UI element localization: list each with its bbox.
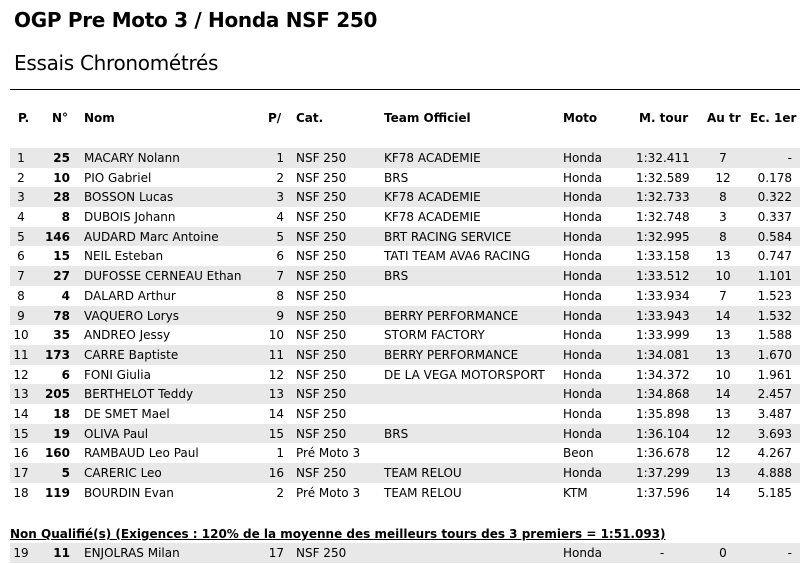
- category-cell: NSF 250: [296, 387, 347, 402]
- category-position-cell: 17: [268, 546, 284, 560]
- col-header-best-lap: M. tour: [639, 111, 689, 125]
- position-cell: 17: [13, 466, 29, 480]
- bike-cell: Honda: [563, 288, 602, 303]
- category-cell: NSF 250: [296, 406, 347, 421]
- bike-cell: Beon: [563, 446, 594, 461]
- best-lap-cell: 1:32.411: [636, 151, 690, 165]
- category-cell: NSF 250: [296, 249, 347, 264]
- table-row: [10, 543, 800, 563]
- rider-number-cell: 8: [61, 210, 70, 225]
- category-cell: NSF 250: [296, 426, 347, 441]
- position-cell: 4: [17, 210, 25, 225]
- team-cell: DE LA VEGA MOTORSPORT: [384, 367, 545, 382]
- gap-cell: 3.693: [757, 426, 792, 441]
- table-row: [10, 187, 800, 207]
- rider-number-cell: 28: [53, 190, 70, 205]
- gap-cell: 0.747: [757, 249, 792, 264]
- team-cell: TEAM RELOU: [384, 466, 462, 480]
- bike-cell: Honda: [563, 151, 602, 165]
- table-row: [10, 286, 800, 306]
- lap-number-cell: 13: [715, 249, 731, 264]
- best-lap-cell: 1:36.678: [636, 446, 690, 461]
- bike-cell: Honda: [563, 269, 602, 284]
- table-row: [10, 306, 800, 326]
- best-lap-cell: 1:32.589: [636, 170, 690, 185]
- best-lap-cell: 1:33.999: [636, 328, 690, 343]
- category-position-cell: 14: [268, 406, 284, 421]
- rider-name-cell: FONI Giulia: [84, 367, 151, 382]
- header-divider: [10, 89, 800, 90]
- rider-number-cell: 35: [53, 328, 70, 343]
- lap-number-cell: 0: [719, 546, 727, 560]
- position-cell: 5: [17, 229, 25, 244]
- table-row: [10, 365, 800, 385]
- category-position-cell: 2: [276, 485, 284, 500]
- position-cell: 19: [13, 546, 29, 560]
- best-lap-cell: 1:35.898: [636, 406, 690, 421]
- best-lap-cell: 1:37.299: [636, 466, 690, 480]
- team-cell: TATI TEAM AVA6 RACING: [384, 249, 531, 264]
- category-cell: NSF 250: [296, 328, 347, 343]
- table-row: [10, 207, 800, 227]
- bike-cell: Honda: [563, 367, 602, 382]
- rider-name-cell: NEIL Esteban: [84, 249, 164, 264]
- position-cell: 8: [17, 288, 25, 303]
- bike-cell: Honda: [563, 546, 602, 560]
- table-row: [10, 168, 800, 188]
- lap-number-cell: 12: [715, 170, 731, 185]
- gap-cell: 1.670: [757, 347, 792, 362]
- rider-number-cell: 146: [44, 229, 70, 244]
- category-cell: NSF 250: [296, 170, 347, 185]
- lap-number-cell: 13: [715, 466, 731, 480]
- position-cell: 12: [13, 367, 29, 382]
- category-position-cell: 13: [268, 387, 284, 402]
- category-cell: NSF 250: [296, 210, 347, 225]
- rider-name-cell: ENJOLRAS Milan: [84, 546, 180, 560]
- team-cell: BERRY PERFORMANCE: [384, 308, 519, 323]
- team-cell: KF78 ACADEMIE: [384, 151, 481, 165]
- best-lap-cell: 1:37.596: [636, 485, 690, 500]
- best-lap-cell: 1:34.081: [636, 347, 690, 362]
- category-cell: Pré Moto 3: [296, 485, 361, 500]
- best-lap-cell: 1:34.372: [636, 367, 690, 382]
- rider-name-cell: CARRE Baptiste: [84, 347, 179, 362]
- gap-cell: 1.532: [757, 308, 792, 323]
- best-lap-cell: 1:33.158: [636, 249, 690, 264]
- category-cell: NSF 250: [296, 229, 347, 244]
- category-position-cell: 16: [268, 466, 284, 480]
- results-table: [10, 148, 800, 502]
- rider-number-cell: 119: [44, 485, 70, 500]
- gap-cell: 0.322: [757, 190, 792, 205]
- position-cell: 3: [17, 190, 25, 205]
- table-row: [10, 148, 800, 168]
- bike-cell: Honda: [563, 170, 602, 185]
- col-header-cat: Cat.: [296, 111, 324, 125]
- rider-name-cell: OLIVA Paul: [84, 426, 149, 441]
- rider-name-cell: AUDARD Marc Antoine: [84, 229, 219, 244]
- rider-name-cell: DUBOIS Johann: [84, 210, 176, 225]
- position-cell: 13: [13, 387, 29, 402]
- col-header-laps: Au tr: [707, 111, 741, 125]
- rider-name-cell: MACARY Nolann: [84, 151, 180, 165]
- gap-cell: 4.888: [757, 466, 792, 480]
- category-position-cell: 2: [276, 170, 284, 185]
- category-cell: NSF 250: [296, 347, 347, 362]
- lap-number-cell: 8: [719, 229, 727, 244]
- best-lap-cell: 1:32.995: [636, 229, 690, 244]
- category-position-cell: 9: [276, 308, 284, 323]
- category-position-cell: 4: [276, 210, 284, 225]
- best-lap-cell: 1:33.943: [636, 308, 690, 323]
- category-cell: NSF 250: [296, 269, 347, 284]
- rider-number-cell: 10: [53, 170, 70, 185]
- team-cell: BERRY PERFORMANCE: [384, 347, 519, 362]
- category-position-cell: 15: [268, 426, 284, 441]
- rider-name-cell: DUFOSSE CERNEAU Ethan: [84, 269, 242, 284]
- rider-number-cell: 78: [53, 308, 70, 323]
- best-lap-cell: -: [659, 546, 665, 560]
- gap-cell: 5.185: [757, 485, 792, 500]
- col-header-moto: Moto: [563, 111, 598, 125]
- table-row: [10, 463, 800, 483]
- bike-cell: Honda: [563, 406, 602, 421]
- rider-number-cell: 11: [53, 546, 70, 560]
- category-cell: NSF 250: [296, 466, 347, 480]
- lap-number-cell: 14: [715, 387, 731, 402]
- rider-name-cell: RAMBAUD Leo Paul: [84, 446, 199, 461]
- position-cell: 14: [13, 406, 29, 421]
- gap-cell: 1.523: [757, 288, 792, 303]
- category-cell: NSF 250: [296, 288, 347, 303]
- gap-cell: -: [787, 546, 792, 560]
- rider-name-cell: VAQUERO Lorys: [84, 308, 179, 323]
- bike-cell: Honda: [563, 466, 602, 480]
- lap-number-cell: 7: [719, 288, 727, 303]
- bike-cell: KTM: [563, 485, 588, 500]
- rider-name-cell: BERTHELOT Teddy: [84, 387, 194, 402]
- category-cell: NSF 250: [296, 546, 347, 560]
- lap-number-cell: 14: [715, 308, 731, 323]
- category-cell: NSF 250: [296, 367, 347, 382]
- table-row: [10, 384, 800, 404]
- col-header-gap: Ec. 1er: [750, 111, 797, 125]
- rider-number-cell: 6: [61, 367, 70, 382]
- lap-number-cell: 13: [715, 347, 731, 362]
- rider-number-cell: 25: [53, 151, 70, 165]
- team-cell: BRS: [384, 170, 409, 185]
- page-subtitle: Essais Chronométrés: [14, 51, 219, 75]
- team-cell: STORM FACTORY: [384, 328, 485, 343]
- category-cell: Pré Moto 3: [296, 446, 361, 461]
- table-row: [10, 424, 800, 444]
- team-cell: TEAM RELOU: [384, 485, 462, 500]
- gap-cell: 1.588: [757, 328, 792, 343]
- best-lap-cell: 1:33.512: [636, 269, 690, 284]
- rider-number-cell: 173: [44, 347, 70, 362]
- rider-name-cell: BOSSON Lucas: [84, 190, 174, 205]
- lap-number-cell: 8: [719, 190, 727, 205]
- gap-cell: 3.487: [757, 406, 792, 421]
- category-position-cell: 5: [276, 229, 284, 244]
- col-header-num: N°: [52, 111, 69, 125]
- rider-number-cell: 4: [61, 288, 70, 303]
- rider-name-cell: PIO Gabriel: [84, 170, 152, 185]
- bike-cell: Honda: [563, 249, 602, 264]
- table-row: [10, 227, 800, 247]
- rider-number-cell: 27: [53, 269, 70, 284]
- position-cell: 7: [17, 269, 25, 284]
- rider-number-cell: 160: [44, 446, 70, 461]
- gap-cell: -: [787, 151, 792, 165]
- team-cell: BRT RACING SERVICE: [384, 229, 512, 244]
- best-lap-cell: 1:32.733: [636, 190, 690, 205]
- category-cell: NSF 250: [296, 190, 347, 205]
- col-header-team: Team Officiel: [384, 111, 471, 125]
- category-position-cell: 3: [276, 190, 284, 205]
- bike-cell: Honda: [563, 328, 602, 343]
- col-header-pcat: P/: [268, 111, 282, 125]
- gap-cell: 1.101: [757, 269, 792, 284]
- rider-number-cell: 205: [44, 387, 70, 402]
- position-cell: 15: [13, 426, 29, 441]
- bike-cell: Honda: [563, 308, 602, 323]
- category-position-cell: 12: [268, 367, 284, 382]
- category-position-cell: 11: [268, 347, 284, 362]
- category-cell: NSF 250: [296, 151, 347, 165]
- category-position-cell: 1: [276, 446, 284, 461]
- gap-cell: 0.584: [757, 229, 792, 244]
- table-row: [10, 345, 800, 365]
- position-cell: 2: [17, 170, 25, 185]
- position-cell: 1: [17, 151, 25, 165]
- category-position-cell: 8: [276, 288, 284, 303]
- rider-number-cell: 15: [53, 249, 70, 264]
- table-row: [10, 266, 800, 286]
- lap-number-cell: 13: [715, 406, 731, 421]
- bike-cell: Honda: [563, 210, 602, 225]
- bike-cell: Honda: [563, 387, 602, 402]
- gap-cell: 0.337: [757, 210, 792, 225]
- table-row: [10, 246, 800, 266]
- table-row: [10, 404, 800, 424]
- best-lap-cell: 1:36.104: [636, 426, 690, 441]
- position-cell: 18: [13, 485, 29, 500]
- lap-number-cell: 12: [715, 446, 731, 461]
- lap-number-cell: 10: [715, 269, 731, 284]
- lap-number-cell: 13: [715, 328, 731, 343]
- bike-cell: Honda: [563, 347, 602, 362]
- gap-cell: 1.961: [757, 367, 792, 382]
- category-position-cell: 6: [276, 249, 284, 264]
- non-qualified-heading: Non Qualifié(s) (Exigences : 120% de la moyenne des meilleurs tours des 3 premiers = 1:51.093): [10, 527, 666, 541]
- position-cell: 16: [13, 446, 29, 461]
- position-cell: 10: [13, 328, 29, 343]
- category-cell: NSF 250: [296, 308, 347, 323]
- best-lap-cell: 1:33.934: [636, 288, 690, 303]
- rider-name-cell: DE SMET Mael: [84, 406, 170, 421]
- position-cell: 6: [17, 249, 25, 264]
- rider-name-cell: CARERIC Leo: [84, 466, 162, 480]
- table-row: [10, 325, 800, 345]
- best-lap-cell: 1:34.868: [636, 387, 690, 402]
- non-qualified-table: [10, 543, 800, 563]
- table-row: [10, 443, 800, 463]
- rider-name-cell: BOURDIN Evan: [84, 485, 174, 500]
- col-header-pos: P.: [18, 111, 30, 125]
- lap-number-cell: 7: [719, 151, 727, 165]
- page-title: OGP Pre Moto 3 / Honda NSF 250: [14, 8, 378, 32]
- gap-cell: 2.457: [757, 387, 792, 402]
- lap-number-cell: 12: [715, 426, 731, 441]
- best-lap-cell: 1:32.748: [636, 210, 690, 225]
- team-cell: BRS: [384, 426, 409, 441]
- bike-cell: Honda: [563, 426, 602, 441]
- lap-number-cell: 3: [719, 210, 727, 225]
- rider-name-cell: DALARD Arthur: [84, 288, 176, 303]
- team-cell: KF78 ACADEMIE: [384, 190, 481, 205]
- lap-number-cell: 14: [715, 485, 731, 500]
- rider-name-cell: ANDREO Jessy: [84, 328, 171, 343]
- col-header-name: Nom: [84, 111, 115, 125]
- gap-cell: 4.267: [757, 446, 792, 461]
- lap-number-cell: 10: [715, 367, 731, 382]
- category-position-cell: 1: [276, 151, 284, 165]
- team-cell: KF78 ACADEMIE: [384, 210, 481, 225]
- bike-cell: Honda: [563, 190, 602, 205]
- gap-cell: 0.178: [757, 170, 792, 185]
- category-position-cell: 10: [268, 328, 284, 343]
- rider-number-cell: 18: [53, 406, 70, 421]
- team-cell: BRS: [384, 269, 409, 284]
- bike-cell: Honda: [563, 229, 602, 244]
- rider-number-cell: 19: [53, 426, 70, 441]
- table-row: [10, 483, 800, 503]
- position-cell: 11: [13, 347, 29, 362]
- position-cell: 9: [17, 308, 25, 323]
- category-position-cell: 7: [276, 269, 284, 284]
- rider-number-cell: 5: [61, 466, 70, 480]
